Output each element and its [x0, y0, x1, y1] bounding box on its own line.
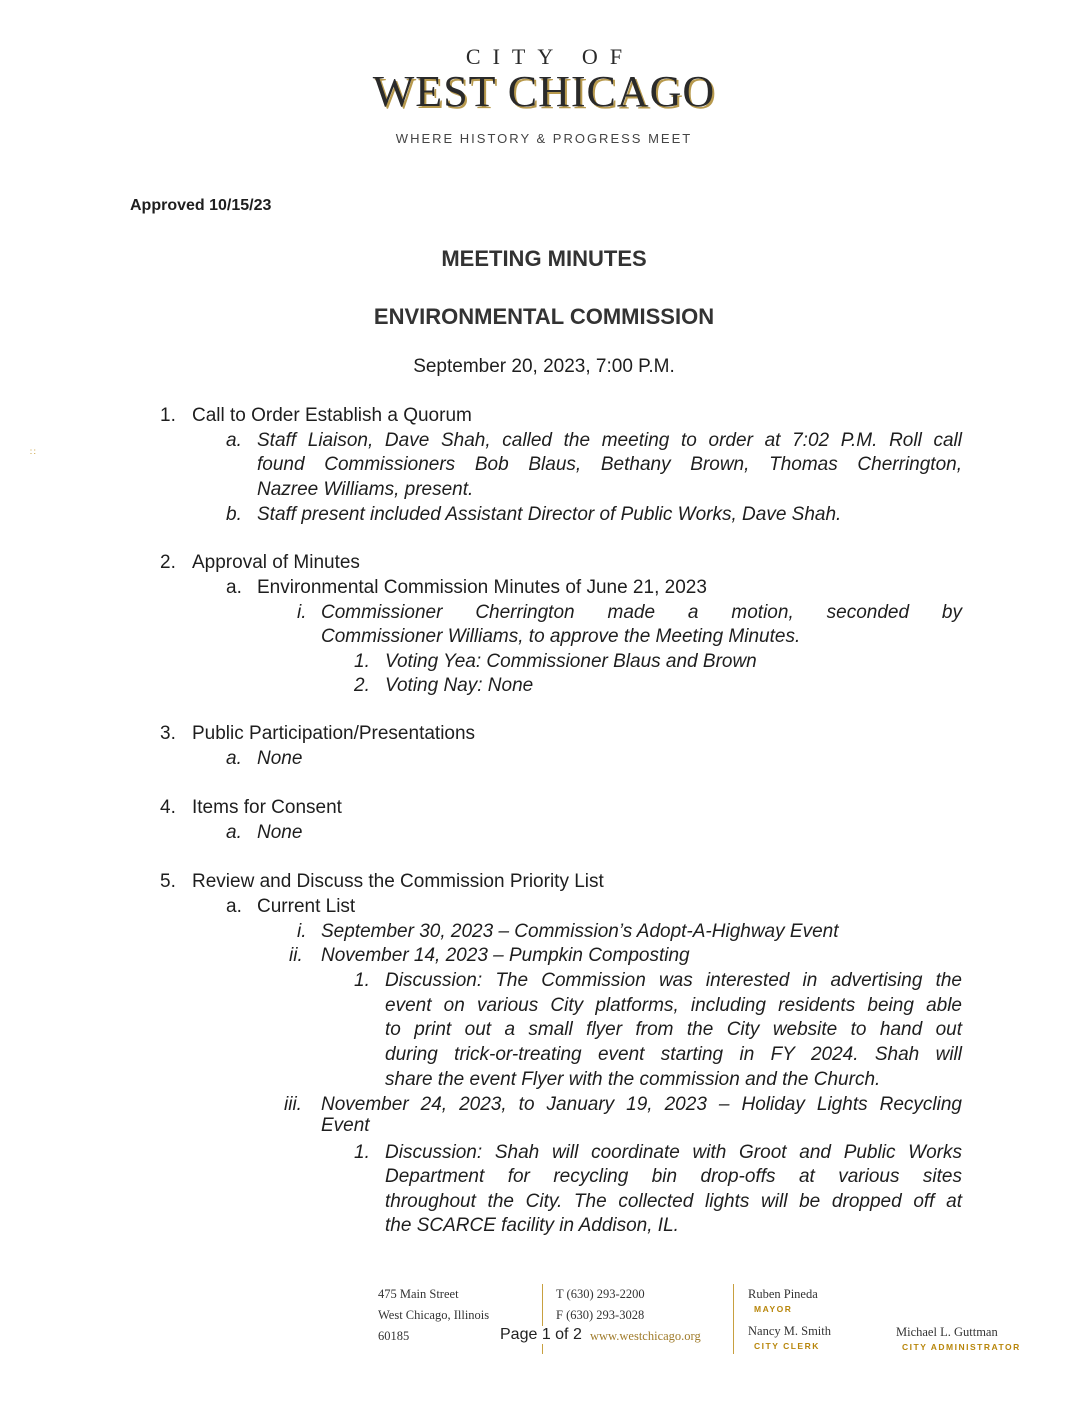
item-marker: a. — [226, 896, 242, 917]
item-text: None — [257, 748, 303, 769]
discussion-line: Discussion: Shah will coordinate with Groot and Public Works — [385, 1142, 962, 1163]
city-of-label: CITY OF — [465, 44, 635, 69]
footer-address-line: West Chicago, Illinois — [378, 1308, 490, 1322]
official-name: Nancy M. Smith — [748, 1324, 831, 1338]
footer-address-line: 475 Main Street — [378, 1287, 459, 1301]
discussion-line: event on various City platforms, including residents being able — [385, 995, 962, 1016]
section-title: Public Participation/Presentations — [192, 723, 476, 744]
section-title: Review and Discuss the Commission Priority List — [192, 871, 604, 892]
footer-divider — [733, 1284, 734, 1354]
discussion-line: Discussion: The Commission was interested in advertising the — [385, 970, 962, 991]
discussion-line: to print out a small flyer from the City website to hand out — [385, 1019, 962, 1040]
discussion-line: during trick-or-treating event starting in FY 2024. Shah will — [385, 1044, 962, 1065]
section-number: 4. — [160, 797, 176, 818]
footer-address-line: 60185 — [378, 1329, 410, 1343]
subitem-marker: i. — [297, 921, 307, 942]
commission-title: ENVIRONMENTAL COMMISSION — [373, 304, 715, 329]
footer-website[interactable]: www.westchicago.org — [590, 1329, 701, 1343]
item-text-line: Staff Liaison, Dave Shah, called the meeting to order at 7:02 P.M. Roll call — [257, 430, 962, 451]
item-marker: a. — [226, 430, 242, 451]
subitem-text-line: November 24, 2023, to January 19, 2023 – Holiday Lights Recycling — [321, 1094, 962, 1115]
discussion-line: throughout the City. The collected lights will be dropped off at — [385, 1191, 962, 1212]
margin-mark: ∷ — [30, 447, 36, 457]
section-title: Call to Order Establish a Quorum — [192, 405, 472, 426]
official-role: CITY ADMINISTRATOR — [902, 1342, 1021, 1352]
vote-text: Voting Nay: None — [385, 675, 534, 696]
item-text-line: found Commissioners Bob Blaus, Bethany Brown, Thomas Cherrington, — [257, 454, 962, 475]
item-marker: a. — [226, 748, 242, 769]
item-marker: a. — [226, 822, 242, 843]
section-number: 5. — [160, 871, 176, 892]
section-number: 2. — [160, 552, 176, 573]
subitem-marker: iii. — [284, 1094, 302, 1115]
section-number: 1. — [160, 405, 176, 426]
item-marker: b. — [226, 504, 242, 525]
subitem-text: November 14, 2023 – Pumpkin Composting — [321, 945, 690, 966]
meeting-date: September 20, 2023, 7:00 P.M. — [413, 356, 675, 377]
vote-marker: 2. — [354, 675, 370, 696]
item-text: Staff present included Assistant Director of Public Works, Dave Shah. — [257, 504, 842, 525]
discussion-marker: 1. — [354, 970, 370, 991]
subitem-text: September 30, 2023 – Commission’s Adopt-A-Highway Event — [321, 921, 839, 942]
section-title: Items for Consent — [192, 797, 342, 818]
subitem-text-line: Event — [321, 1115, 370, 1136]
approval-stamp: Approved 10/15/23 — [130, 197, 272, 214]
section-title: Approval of Minutes — [192, 552, 360, 573]
footer-phone: T (630) 293-2200 — [556, 1287, 645, 1301]
discussion-line: the SCARCE facility in Addison, IL. — [385, 1215, 679, 1236]
subitem-marker: ii. — [289, 945, 303, 966]
document-title: MEETING MINUTES — [441, 246, 647, 271]
official-role: MAYOR — [754, 1304, 793, 1314]
vote-text: Voting Yea: Commissioner Blaus and Brown — [385, 651, 757, 672]
item-text: Environmental Commission Minutes of June 21, 2023 — [257, 577, 707, 598]
official-name: Ruben Pineda — [748, 1287, 818, 1301]
tagline: WHERE HISTORY & PROGRESS MEET — [395, 131, 693, 146]
subitem-text-line: Commissioner Williams, to approve the Meeting Minutes. — [321, 626, 801, 647]
footer-fax: F (630) 293-3028 — [556, 1308, 645, 1322]
subitem-marker: i. — [297, 602, 307, 623]
vote-marker: 1. — [354, 651, 370, 672]
page-number: Page 1 of 2 — [500, 1326, 582, 1343]
item-text: None — [257, 822, 303, 843]
city-logo-name: WEST CHICAGO — [372, 67, 716, 116]
subitem-text-line: Commissioner Cherrington made a motion, seconded by — [321, 602, 962, 623]
discussion-line: share the event Flyer with the commission and the Church. — [385, 1069, 881, 1090]
discussion-marker: 1. — [354, 1142, 370, 1163]
official-role: CITY CLERK — [754, 1341, 820, 1351]
discussion-line: Department for recycling bin drop-offs at various sites — [385, 1166, 962, 1187]
section-number: 3. — [160, 723, 176, 744]
official-name: Michael L. Guttman — [896, 1325, 998, 1339]
item-text-line: Nazree Williams, present. — [257, 479, 474, 500]
item-marker: a. — [226, 577, 242, 598]
item-text: Current List — [257, 896, 356, 917]
